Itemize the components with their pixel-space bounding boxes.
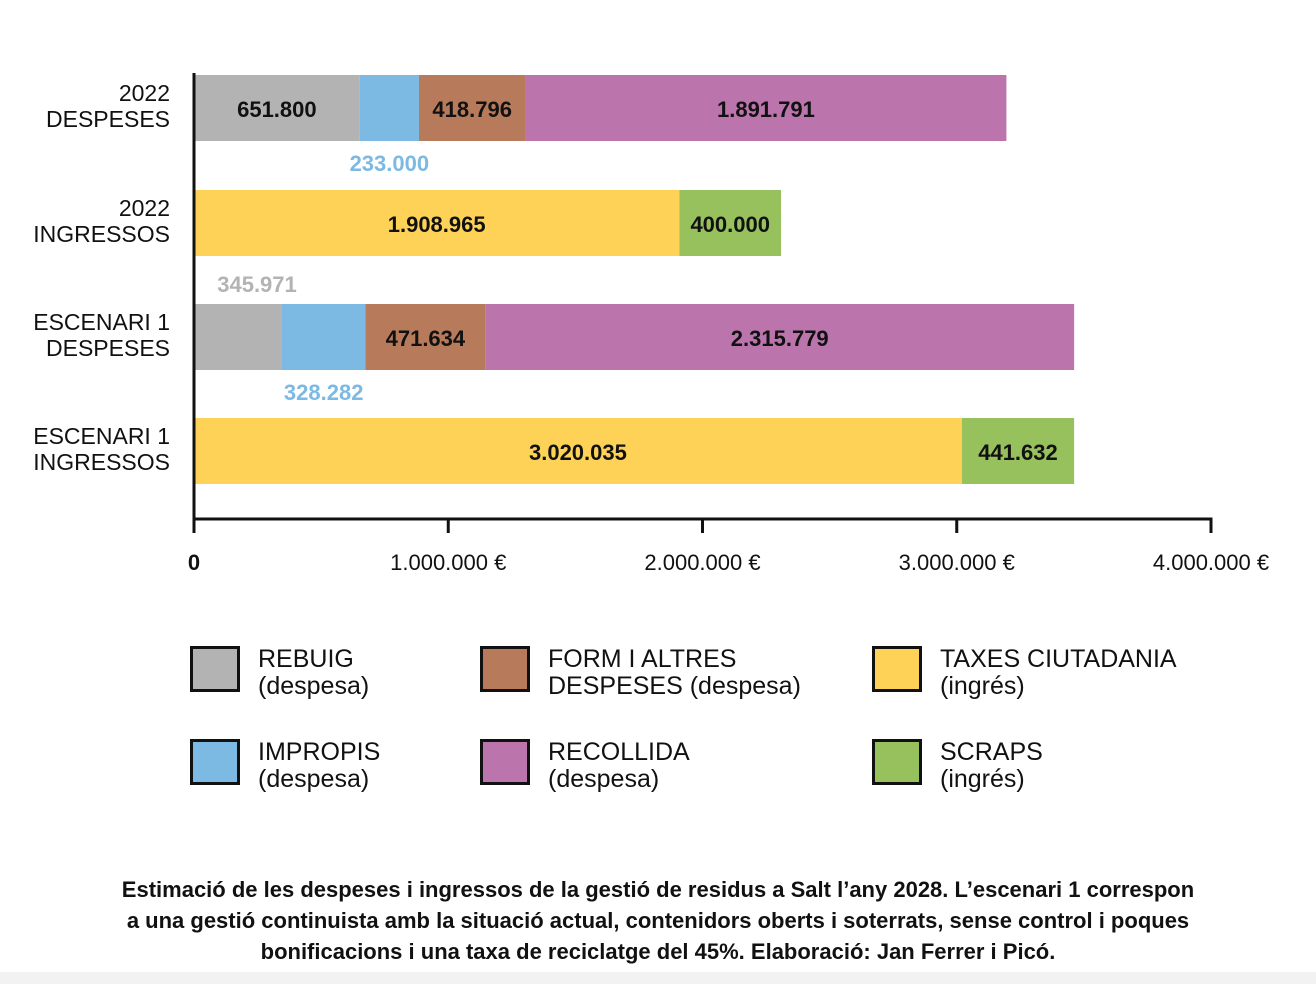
x-tick-label: 2.000.000 € [644,550,761,575]
data-label: 2.315.779 [730,326,829,351]
data-label: 441.632 [978,440,1058,465]
data-label: 418.796 [432,97,512,122]
bar-segment [360,75,419,141]
legend-label: SCRAPS [940,738,1043,766]
legend-swatch-impropis [190,739,240,785]
legend-sublabel: (despesa) [258,765,370,793]
data-label: 3.020.035 [528,440,627,465]
legend-sublabel: (despesa) [548,765,660,793]
data-label: 233.000 [349,151,430,176]
data-label: 651.800 [237,97,317,122]
caption-line: bonificacions i una taxa de reciclatge del 45%. Elaboració: Jan Ferrer i Picó. [260,939,1056,964]
legend-item-taxes [872,646,1177,700]
x-tick-label: 1.000.000 € [390,550,507,575]
legend-item-recollida [480,739,690,793]
legend-label: TAXES CIUTADANIA [940,645,1177,673]
data-label: 471.634 [385,326,466,351]
legend-item-scraps [872,739,1043,793]
data-label: 1.891.791 [716,97,815,122]
data-label: 328.282 [283,380,364,405]
category-label: INGRESSOS [33,449,170,475]
data-label: 1.908.965 [387,212,486,237]
legend-swatch-form [480,646,530,692]
legend-label: RECOLLIDA [548,738,690,766]
category-label: INGRESSOS [33,221,170,247]
legend-sublabel: (ingrés) [940,765,1025,793]
legend-swatch-recollida [480,739,530,785]
legend-item-rebuig [190,646,369,700]
data-label: 400.000 [690,212,770,237]
legend-sublabel: DESPESES (despesa) [548,672,801,700]
legend-swatch-scraps [872,739,922,785]
legend-swatch-rebuig [190,646,240,692]
legend-label: REBUIG [258,645,354,673]
category-label: 2022 [118,195,170,221]
x-tick-label: 3.000.000 € [898,550,1015,575]
figure-caption [30,874,1286,967]
category-label: ESCENARI 1 [33,309,170,335]
legend-label: FORM I ALTRES [548,645,737,673]
bottom-strip [0,972,1316,984]
x-tick-label: 0 [187,550,201,575]
category-label: ESCENARI 1 [33,423,170,449]
legend-sublabel: (ingrés) [940,672,1025,700]
category-label: DESPESES [46,335,170,361]
legend-swatch-taxes [872,646,922,692]
legend-label: IMPROPIS [258,738,381,766]
legend-sublabel: (despesa) [258,672,370,700]
caption-line: a una gestió continuista amb la situació actual, contenidors oberts i soterrats, sense control i poques [126,908,1190,933]
caption-line: Estimació de les despeses i ingressos de la gestió de residus a Salt l’any 2028. L’escenari 1 correspon [121,877,1195,902]
legend-item-impropis [190,739,380,793]
bar-segment [282,304,365,370]
category-label: DESPESES [46,106,170,132]
x-tick-label: 4.000.000 € [1152,550,1270,575]
data-label: 345.971 [217,272,297,297]
legend-item-form [480,646,801,700]
category-label: 2022 [118,80,170,106]
bar-segment [194,304,282,370]
